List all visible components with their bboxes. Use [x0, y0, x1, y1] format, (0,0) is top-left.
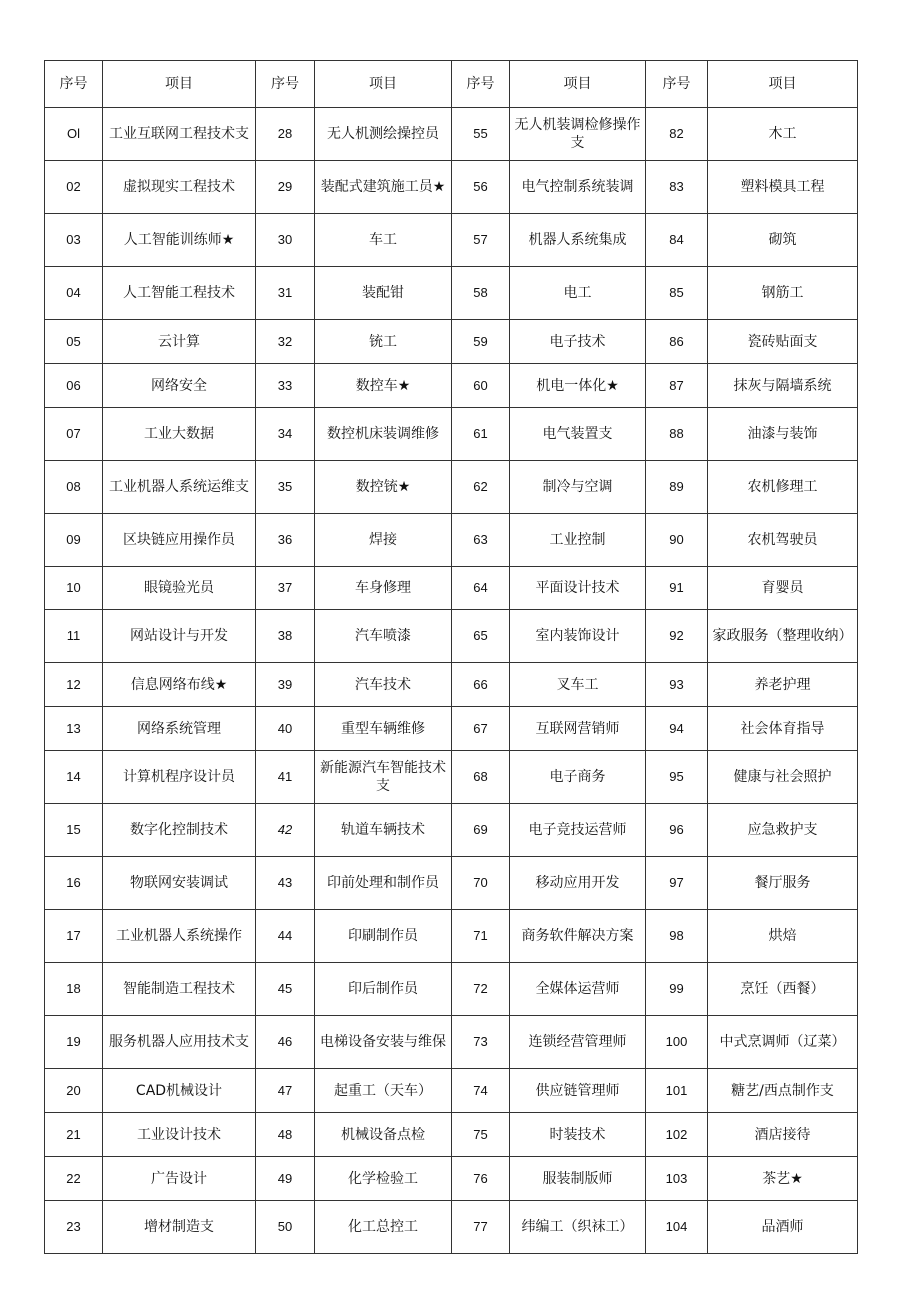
item-name-cell: 汽车喷漆 — [315, 610, 452, 663]
item-number-cell: 38 — [256, 610, 315, 663]
item-name-cell: 塑料模具工程 — [708, 161, 858, 214]
item-name-cell: 茶艺★ — [708, 1157, 858, 1201]
item-number-cell: 06 — [45, 364, 103, 408]
item-name-cell: 机电一体化★ — [510, 364, 646, 408]
item-number-cell: 64 — [452, 567, 510, 610]
header-row — [45, 61, 858, 108]
header-index-4: 序号 — [646, 61, 708, 108]
item-number-cell: 16 — [45, 857, 103, 910]
item-number-cell: 02 — [45, 161, 103, 214]
item-number-cell: 37 — [256, 567, 315, 610]
item-name-cell: 铳工 — [315, 320, 452, 364]
item-number-cell: 87 — [646, 364, 708, 408]
item-name-cell: 砌筑 — [708, 214, 858, 267]
table-row — [45, 214, 858, 267]
item-number-cell: 18 — [45, 963, 103, 1016]
item-number-cell: 65 — [452, 610, 510, 663]
item-name-cell: 区块链应用操作员 — [103, 514, 256, 567]
item-number-cell: 14 — [45, 751, 103, 804]
item-name-cell: 人工智能训练师★ — [103, 214, 256, 267]
item-number-cell: 05 — [45, 320, 103, 364]
item-name-cell: 云计算 — [103, 320, 256, 364]
item-name-cell: 化工总控工 — [315, 1201, 452, 1254]
header-item-3: 项目 — [510, 61, 646, 108]
table-row — [45, 910, 858, 963]
item-number-cell: 08 — [45, 461, 103, 514]
item-number-cell: 23 — [45, 1201, 103, 1254]
item-name-cell: 平面设计技术 — [510, 567, 646, 610]
item-name-cell: 化学检验工 — [315, 1157, 452, 1201]
item-name-cell: 工业机器人系统运维支 — [103, 461, 256, 514]
item-number-cell: 99 — [646, 963, 708, 1016]
item-number-cell: 104 — [646, 1201, 708, 1254]
item-name-cell: 印前处理和制作员 — [315, 857, 452, 910]
item-name-cell: 虚拟现实工程技术 — [103, 161, 256, 214]
item-name-cell: 工业大数据 — [103, 408, 256, 461]
item-number-cell: 89 — [646, 461, 708, 514]
table-row — [45, 108, 858, 161]
table-row — [45, 1201, 858, 1254]
item-name-cell: 服务机器人应用技术支 — [103, 1016, 256, 1069]
item-name-cell: 木工 — [708, 108, 858, 161]
table-body — [45, 108, 858, 1254]
item-name-cell: 无人机测绘操控员 — [315, 108, 452, 161]
item-number-cell: 09 — [45, 514, 103, 567]
item-name-cell: 增材制造支 — [103, 1201, 256, 1254]
item-name-cell: 重型车辆维修 — [315, 707, 452, 751]
table-row — [45, 1016, 858, 1069]
item-number-cell: 41 — [256, 751, 315, 804]
item-number-cell: 67 — [452, 707, 510, 751]
item-name-cell: 广告设计 — [103, 1157, 256, 1201]
item-number-cell: Ol — [45, 108, 103, 161]
item-name-cell: 电梯设备安装与维保 — [315, 1016, 452, 1069]
item-number-cell: 42 — [256, 804, 315, 857]
item-name-cell: 机械设备点检 — [315, 1113, 452, 1157]
item-number-cell: 20 — [45, 1069, 103, 1113]
item-name-cell: 网站设计与开发 — [103, 610, 256, 663]
item-name-cell: 农机修理工 — [708, 461, 858, 514]
item-number-cell: 17 — [45, 910, 103, 963]
item-name-cell: 起重工（天车） — [315, 1069, 452, 1113]
item-name-cell: 连锁经营管理师 — [510, 1016, 646, 1069]
table-row — [45, 804, 858, 857]
table-row — [45, 610, 858, 663]
item-number-cell: 31 — [256, 267, 315, 320]
item-name-cell: 品酒师 — [708, 1201, 858, 1254]
table-row — [45, 663, 858, 707]
item-number-cell: 93 — [646, 663, 708, 707]
item-number-cell: 15 — [45, 804, 103, 857]
item-number-cell: 94 — [646, 707, 708, 751]
item-number-cell: 101 — [646, 1069, 708, 1113]
item-number-cell: 13 — [45, 707, 103, 751]
item-number-cell: 96 — [646, 804, 708, 857]
item-name-cell: 数控铳★ — [315, 461, 452, 514]
item-number-cell: 35 — [256, 461, 315, 514]
competition-items-table — [44, 60, 858, 1254]
table-row — [45, 857, 858, 910]
item-number-cell: 88 — [646, 408, 708, 461]
item-name-cell: 物联网安装调试 — [103, 857, 256, 910]
item-number-cell: 04 — [45, 267, 103, 320]
item-name-cell: 车工 — [315, 214, 452, 267]
item-number-cell: 32 — [256, 320, 315, 364]
item-number-cell: 21 — [45, 1113, 103, 1157]
item-name-cell: 农机驾驶员 — [708, 514, 858, 567]
item-number-cell: 33 — [256, 364, 315, 408]
item-name-cell: 健康与社会照护 — [708, 751, 858, 804]
item-name-cell: 烘焙 — [708, 910, 858, 963]
header-index-3: 序号 — [452, 61, 510, 108]
item-name-cell: 家政服务（整理收纳） — [708, 610, 858, 663]
item-name-cell: 车身修理 — [315, 567, 452, 610]
item-name-cell: 中式烹调师（辽菜） — [708, 1016, 858, 1069]
item-number-cell: 47 — [256, 1069, 315, 1113]
item-number-cell: 97 — [646, 857, 708, 910]
item-number-cell: 56 — [452, 161, 510, 214]
item-name-cell: 育婴员 — [708, 567, 858, 610]
item-number-cell: 69 — [452, 804, 510, 857]
item-name-cell: 数控机床装调维修 — [315, 408, 452, 461]
item-name-cell: 酒店接待 — [708, 1113, 858, 1157]
item-name-cell: 电子竞技运营师 — [510, 804, 646, 857]
item-name-cell: 工业机器人系统操作 — [103, 910, 256, 963]
item-number-cell: 102 — [646, 1113, 708, 1157]
item-number-cell: 71 — [452, 910, 510, 963]
item-name-cell: 数控车★ — [315, 364, 452, 408]
item-number-cell: 75 — [452, 1113, 510, 1157]
item-name-cell: 烹饪（西餐） — [708, 963, 858, 1016]
item-number-cell: 61 — [452, 408, 510, 461]
item-number-cell: 59 — [452, 320, 510, 364]
item-name-cell: 轨道车辆技术 — [315, 804, 452, 857]
table-row — [45, 1069, 858, 1113]
item-name-cell: 油漆与装饰 — [708, 408, 858, 461]
item-name-cell: 应急救护支 — [708, 804, 858, 857]
header-index-2: 序号 — [256, 61, 315, 108]
item-name-cell: 叉车工 — [510, 663, 646, 707]
item-name-cell: 焊接 — [315, 514, 452, 567]
item-name-cell: 计算机程序设计员 — [103, 751, 256, 804]
item-name-cell: 工业互联网工程技术支 — [103, 108, 256, 161]
item-number-cell: 62 — [452, 461, 510, 514]
item-number-cell: 103 — [646, 1157, 708, 1201]
item-number-cell: 92 — [646, 610, 708, 663]
item-number-cell: 83 — [646, 161, 708, 214]
item-number-cell: 29 — [256, 161, 315, 214]
item-number-cell: 40 — [256, 707, 315, 751]
item-number-cell: 74 — [452, 1069, 510, 1113]
item-number-cell: 60 — [452, 364, 510, 408]
item-number-cell: 10 — [45, 567, 103, 610]
item-number-cell: 46 — [256, 1016, 315, 1069]
item-name-cell: CAD机械设计 — [103, 1069, 256, 1113]
item-name-cell: 钢筋工 — [708, 267, 858, 320]
item-number-cell: 95 — [646, 751, 708, 804]
item-name-cell: 制冷与空调 — [510, 461, 646, 514]
item-number-cell: 90 — [646, 514, 708, 567]
item-name-cell: 电气控制系统装调 — [510, 161, 646, 214]
item-number-cell: 11 — [45, 610, 103, 663]
item-number-cell: 76 — [452, 1157, 510, 1201]
item-name-cell: 机器人系统集成 — [510, 214, 646, 267]
item-name-cell: 电子商务 — [510, 751, 646, 804]
item-number-cell: 48 — [256, 1113, 315, 1157]
item-name-cell: 抹灰与隔墙系统 — [708, 364, 858, 408]
item-name-cell: 社会体育指导 — [708, 707, 858, 751]
table-row — [45, 320, 858, 364]
item-name-cell: 瓷砖贴面支 — [708, 320, 858, 364]
table-row — [45, 461, 858, 514]
item-name-cell: 工业控制 — [510, 514, 646, 567]
item-number-cell: 12 — [45, 663, 103, 707]
item-name-cell: 互联网营销师 — [510, 707, 646, 751]
item-name-cell: 网络安全 — [103, 364, 256, 408]
item-name-cell: 服装制版师 — [510, 1157, 646, 1201]
table-row — [45, 567, 858, 610]
table-row — [45, 267, 858, 320]
table-row — [45, 707, 858, 751]
header-item-1: 项目 — [103, 61, 256, 108]
item-number-cell: 30 — [256, 214, 315, 267]
item-number-cell: 34 — [256, 408, 315, 461]
table-row — [45, 963, 858, 1016]
item-number-cell: 45 — [256, 963, 315, 1016]
header-item-4: 项目 — [708, 61, 858, 108]
item-name-cell: 餐厅服务 — [708, 857, 858, 910]
item-name-cell: 纬编工（织袜工） — [510, 1201, 646, 1254]
item-name-cell: 智能制造工程技术 — [103, 963, 256, 1016]
item-number-cell: 19 — [45, 1016, 103, 1069]
item-name-cell: 新能源汽车智能技术支 — [315, 751, 452, 804]
item-name-cell: 工业设计技术 — [103, 1113, 256, 1157]
table-row — [45, 161, 858, 214]
item-number-cell: 55 — [452, 108, 510, 161]
item-name-cell: 信息网络布线★ — [103, 663, 256, 707]
item-number-cell: 58 — [452, 267, 510, 320]
item-name-cell: 装配式建筑施工员★ — [315, 161, 452, 214]
item-name-cell: 全媒体运营师 — [510, 963, 646, 1016]
item-name-cell: 印刷制作员 — [315, 910, 452, 963]
item-name-cell: 时装技术 — [510, 1113, 646, 1157]
item-number-cell: 91 — [646, 567, 708, 610]
item-name-cell: 人工智能工程技术 — [103, 267, 256, 320]
item-number-cell: 66 — [452, 663, 510, 707]
item-name-cell: 数字化控制技术 — [103, 804, 256, 857]
item-name-cell: 眼镜验光员 — [103, 567, 256, 610]
item-name-cell: 养老护理 — [708, 663, 858, 707]
item-number-cell: 77 — [452, 1201, 510, 1254]
item-name-cell: 无人机装调检修操作支 — [510, 108, 646, 161]
header-index-1: 序号 — [45, 61, 103, 108]
item-name-cell: 室内装饰设计 — [510, 610, 646, 663]
table-row — [45, 514, 858, 567]
item-name-cell: 网络系统管理 — [103, 707, 256, 751]
item-number-cell: 98 — [646, 910, 708, 963]
item-number-cell: 84 — [646, 214, 708, 267]
item-number-cell: 82 — [646, 108, 708, 161]
item-number-cell: 86 — [646, 320, 708, 364]
item-name-cell: 印后制作员 — [315, 963, 452, 1016]
item-number-cell: 70 — [452, 857, 510, 910]
item-number-cell: 49 — [256, 1157, 315, 1201]
item-number-cell: 22 — [45, 1157, 103, 1201]
item-number-cell: 28 — [256, 108, 315, 161]
item-number-cell: 63 — [452, 514, 510, 567]
item-name-cell: 供应链管理师 — [510, 1069, 646, 1113]
item-name-cell: 糖艺/西点制作支 — [708, 1069, 858, 1113]
item-number-cell: 72 — [452, 963, 510, 1016]
item-number-cell: 07 — [45, 408, 103, 461]
item-number-cell: 43 — [256, 857, 315, 910]
item-name-cell: 商务软件解决方案 — [510, 910, 646, 963]
table-row — [45, 1157, 858, 1201]
table-row — [45, 364, 858, 408]
table-row — [45, 751, 858, 804]
table-row — [45, 1113, 858, 1157]
item-number-cell: 68 — [452, 751, 510, 804]
item-name-cell: 汽车技术 — [315, 663, 452, 707]
item-number-cell: 03 — [45, 214, 103, 267]
item-name-cell: 电气装置支 — [510, 408, 646, 461]
item-name-cell: 电子技术 — [510, 320, 646, 364]
item-number-cell: 85 — [646, 267, 708, 320]
item-number-cell: 50 — [256, 1201, 315, 1254]
item-name-cell: 电工 — [510, 267, 646, 320]
header-item-2: 项目 — [315, 61, 452, 108]
item-number-cell: 57 — [452, 214, 510, 267]
item-number-cell: 36 — [256, 514, 315, 567]
item-name-cell: 装配钳 — [315, 267, 452, 320]
item-number-cell: 44 — [256, 910, 315, 963]
item-name-cell: 移动应用开发 — [510, 857, 646, 910]
item-number-cell: 100 — [646, 1016, 708, 1069]
item-number-cell: 73 — [452, 1016, 510, 1069]
item-number-cell: 39 — [256, 663, 315, 707]
table-row — [45, 408, 858, 461]
